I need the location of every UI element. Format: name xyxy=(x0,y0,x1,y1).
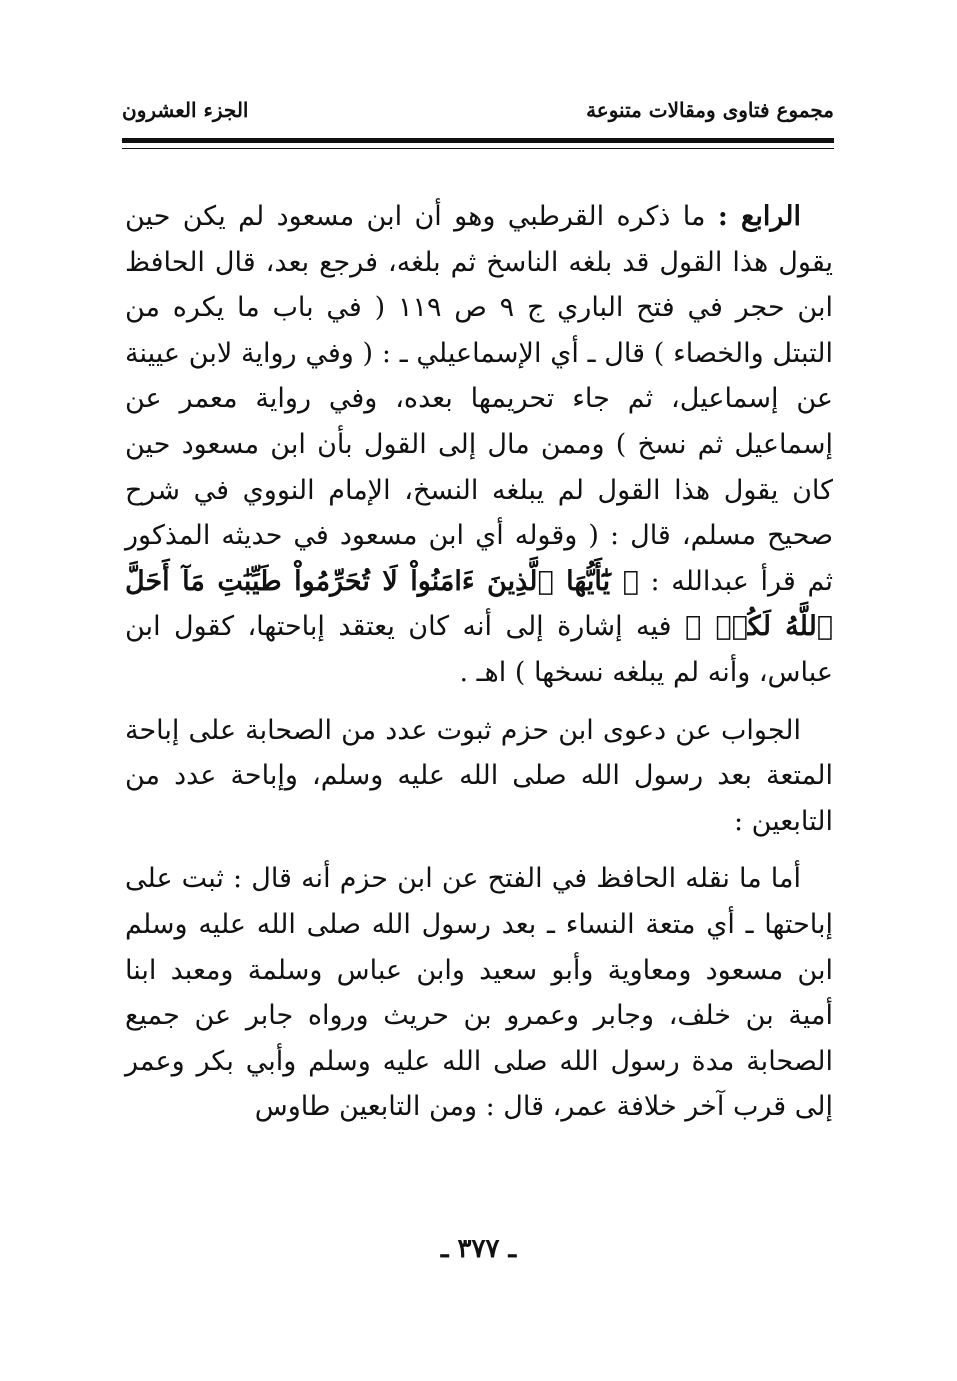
body-text xyxy=(125,194,833,1130)
book-title: مجموع فتاوى ومقالات متنوعة xyxy=(586,98,834,122)
paragraph-fourth xyxy=(125,194,833,696)
page-number: ـ ٣٧٧ ـ xyxy=(440,1234,517,1264)
paragraph-text: ما ذكره القرطبي وهو أن ابن مسعود لم يكن حين يقول هذا القول قد بلغه الناسخ ثم بلغه، فرجع بعد، قال الحافظ ابن حجر في فتح الباري ج ٩ ص ١١٩ ( في باب ما يكره من التبتل والخصاء ) قال ـ أي الإسماعيلي ـ : ( وفي رواية لابن عيينة عن إسماعيل، ثم جاء تحريمها بعده، وفي رواية معمر عن إسماعيل ثم نسخ ) وممن مال إلى القول بأن ابن مسعود حين كان يقول هذا القول لم يبلغه النسخ، الإمام النووي في شرح صحيح مسلم، قال : ( وقوله أي ابن مسعود في حديثه المذكور ثم قرأ عبدالله : xyxy=(125,201,834,597)
header-rule-thick xyxy=(122,138,834,143)
volume-title: الجزء العشرون xyxy=(122,98,249,122)
paragraph-lead: الرابع : xyxy=(717,201,801,232)
paragraph-quote: أما ما نقله الحافظ في الفتح عن ابن حزم أنه قال : ثبت على إباحتها ـ أي متعة النساء ـ بعد رسول الله صلى الله عليه وسلم ابن مسعود ومعاوية وأبو سعيد وابن عباس وسلمة ومعبد ابنا أمية بن خلف، وجابر وعمرو بن حريث ورواه جابر عن جميع الصحابة مدة رسول الله صلى الله عليه وسلم وأبي بكر وعمر إلى قرب آخر خلافة عمر، قال : ومن التابعين طاوس xyxy=(125,863,833,1123)
paragraph-tail: فيه إشارة إلى أنه كان يعتقد إباحتها، كقول ابن عباس، وأنه لم يبلغه نسخها ) اهـ . xyxy=(125,611,833,688)
running-header xyxy=(122,92,834,132)
paragraph-response-heading: الجواب عن دعوى ابن حزم ثبوت عدد من الصحابة على إباحة المتعة بعد رسول الله صلى الله عليه وسلم، وإباحة عدد من التابعين : xyxy=(125,714,833,837)
quran-verse: ﴿ يَٰٓأَيُّهَا ٱلَّذِينَ ءَامَنُواْ لَا تُحَرِّمُواْ طَيِّبَٰتِ مَآ أَحَلَّ ٱللَّهُ لَكُمۡ ﴾ xyxy=(125,565,833,643)
header-rule-thin xyxy=(122,148,834,149)
